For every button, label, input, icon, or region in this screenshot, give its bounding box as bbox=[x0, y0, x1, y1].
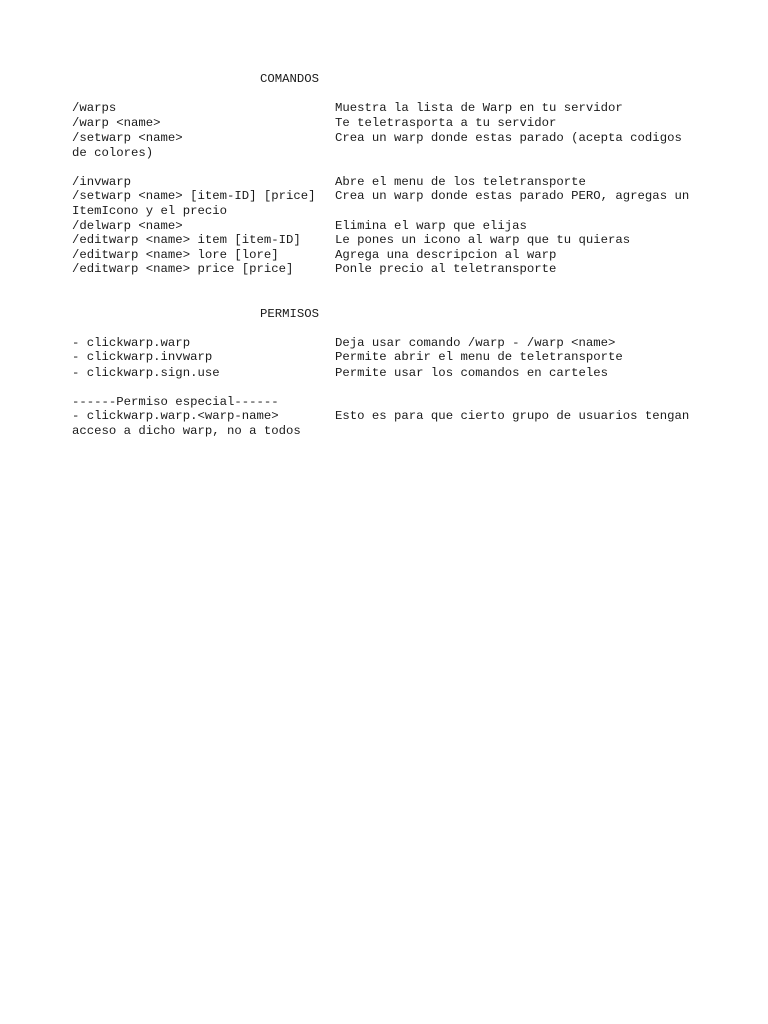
comandos-heading: COMANDOS bbox=[260, 72, 320, 86]
command-description: Agrega una descripcion al warp bbox=[335, 248, 557, 262]
command-description-continued: ItemIcono y el precio bbox=[72, 204, 227, 218]
command-description: Elimina el warp que elijas bbox=[335, 219, 527, 233]
command-description: Te teletrasporta a tu servidor bbox=[335, 116, 557, 130]
permission-description-continued: acceso a dicho warp, no a todos bbox=[72, 424, 301, 438]
command-description: Crea un warp donde estas parado PERO, agregas un bbox=[335, 189, 690, 203]
command-name: /warp <name> bbox=[72, 116, 161, 130]
command-description: Abre el menu de los teletransporte bbox=[335, 175, 586, 189]
permission-description: Esto es para que cierto grupo de usuarios tengan bbox=[335, 409, 690, 423]
permission-description: Permite usar los comandos en carteles bbox=[335, 366, 609, 380]
command-name: /setwarp <name> [item-ID] [price] bbox=[72, 189, 316, 203]
permission-node: - clickwarp.warp.<warp-name> bbox=[72, 409, 279, 423]
command-name: /editwarp <name> price [price] bbox=[72, 262, 294, 276]
command-name: /warps bbox=[72, 101, 117, 115]
permisos-heading: PERMISOS bbox=[260, 307, 320, 321]
command-name: /invwarp bbox=[72, 175, 132, 189]
permission-node: - clickwarp.sign.use bbox=[72, 366, 220, 380]
command-name: /setwarp <name> bbox=[72, 131, 183, 145]
command-name: /delwarp <name> bbox=[72, 219, 183, 233]
command-description: Le pones un icono al warp que tu quieras bbox=[335, 233, 631, 247]
command-description: Ponle precio al teletransporte bbox=[335, 262, 557, 276]
command-description: Muestra la lista de Warp en tu servidor bbox=[335, 101, 623, 115]
command-name: /editwarp <name> item [item-ID] bbox=[72, 233, 301, 247]
special-permission-heading: ------Permiso especial------ bbox=[72, 395, 279, 409]
permission-description: Permite abrir el menu de teletransporte bbox=[335, 350, 623, 364]
command-name: /editwarp <name> lore [lore] bbox=[72, 248, 279, 262]
permission-description: Deja usar comando /warp - /warp <name> bbox=[335, 336, 616, 350]
command-description: Crea un warp donde estas parado (acepta codigos bbox=[335, 131, 682, 145]
command-description-continued: de colores) bbox=[72, 146, 154, 160]
permission-node: - clickwarp.invwarp bbox=[72, 350, 213, 364]
permission-node: - clickwarp.warp bbox=[72, 336, 191, 350]
